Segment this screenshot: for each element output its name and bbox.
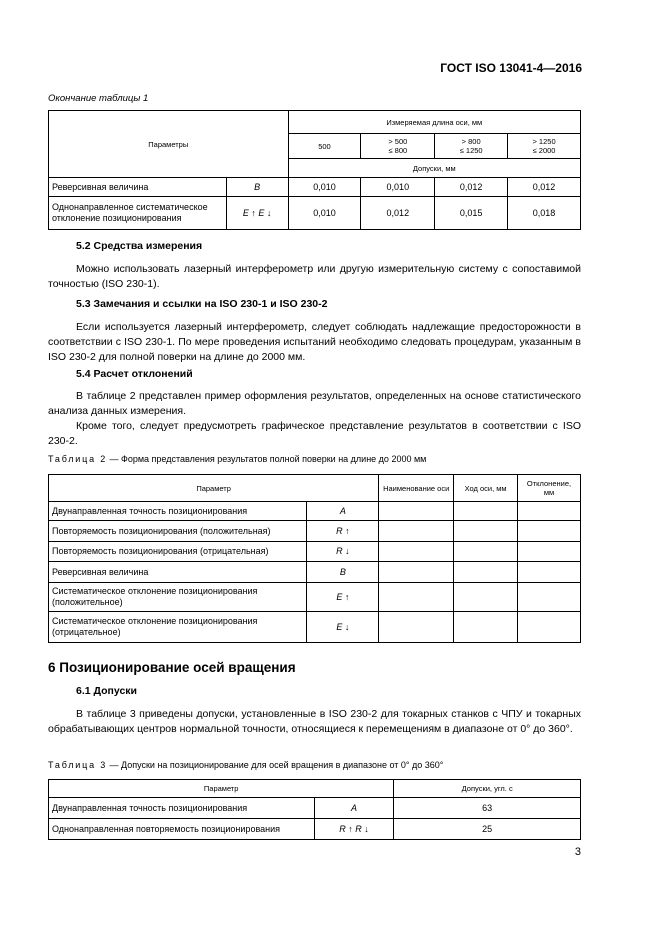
- param-name: Двунаправленная точность позиционирования: [49, 502, 307, 521]
- table1-caption: Окончание таблицы 1: [48, 93, 149, 104]
- table-row: [49, 798, 581, 819]
- empty-cell: [518, 521, 581, 542]
- tolerance-value: 63: [394, 798, 581, 819]
- empty-cell: [454, 562, 518, 583]
- tolerance-value: 0,010: [361, 178, 435, 197]
- table3-tol-header: Допуски, угл. с: [394, 780, 581, 798]
- empty-cell: [379, 612, 454, 643]
- table1: [48, 110, 581, 230]
- section-5-3-text: Если используется лазерный интерферометр, следует соблюдать надлежащие предосторожности в соответствии с ISO 230-1. По мере проведения испытаний необходимо следовать процедурам, указанным в ISO 230-2 для полной поверки на длине до 2000 мм.: [48, 321, 581, 363]
- empty-cell: [379, 542, 454, 562]
- tolerance-value: 0,015: [435, 197, 508, 230]
- param-name: Повторяемость позиционирования (отрицательная): [49, 542, 307, 562]
- empty-cell: [518, 542, 581, 562]
- document-code: ГОСТ ISO 13041-4—2016: [440, 61, 582, 75]
- section-6-heading: 6 Позиционирование осей вращения: [48, 660, 296, 675]
- table1-param-header: Параметры: [49, 111, 289, 178]
- section-6-1-heading: 6.1 Допуски: [76, 685, 138, 697]
- param-name: Однонаправленная повторяемость позиционирования: [49, 819, 315, 840]
- param-symbol: E ↓: [307, 612, 379, 643]
- table3: [48, 779, 581, 840]
- table2-axis-header: Наименование оси: [379, 475, 454, 502]
- table2: [48, 474, 581, 643]
- section-5-4-text-2: Кроме того, следует предусмотреть графическое представление результатов в соответствии с ISO 230-2.: [48, 420, 581, 447]
- empty-cell: [454, 521, 518, 542]
- table2-caption-text: — Форма представления результатов полной поверки на длине до 2000 мм: [107, 454, 427, 464]
- param-name: Систематическое отклонение позиционирования (положительное): [49, 583, 307, 612]
- tolerance-value: 0,012: [361, 197, 435, 230]
- table1-group-header: Измеряемая длина оси, мм: [288, 111, 580, 134]
- tolerance-value: 25: [394, 819, 581, 840]
- table-row: [49, 562, 581, 583]
- table3-caption-text: — Допуски на позиционирование для осей вращения в диапазоне от 0° до 360°: [107, 760, 444, 770]
- param-symbol: E ↑ E ↓: [226, 197, 288, 230]
- table-row: [49, 583, 581, 612]
- table1-length-col: > 500 ≤ 800: [361, 134, 435, 159]
- table2-dev-header: Отклонение, мм: [518, 475, 581, 502]
- table-row: [49, 521, 581, 542]
- tolerance-value: 0,012: [508, 178, 581, 197]
- empty-cell: [379, 502, 454, 521]
- param-symbol: B: [226, 178, 288, 197]
- param-name: Реверсивная величина: [49, 562, 307, 583]
- table1-length-col: > 800 ≤ 1250: [435, 134, 508, 159]
- table2-travel-header: Ход оси, мм: [454, 475, 518, 502]
- table2-caption: [48, 454, 426, 464]
- empty-cell: [379, 583, 454, 612]
- param-name: Систематическое отклонение позиционирования (отрицательное): [49, 612, 307, 643]
- tolerance-value: 0,018: [508, 197, 581, 230]
- empty-cell: [518, 502, 581, 521]
- table-row: [49, 612, 581, 643]
- table3-param-header: Параметр: [49, 780, 394, 798]
- table-row: [49, 178, 581, 197]
- table2-caption-label: Таблица 2: [48, 454, 107, 464]
- param-symbol: A: [314, 798, 394, 819]
- tolerance-value: 0,012: [435, 178, 508, 197]
- table2-param-header: Параметр: [49, 475, 379, 502]
- table1-length-col: 500: [288, 134, 361, 159]
- table-row: [49, 502, 581, 521]
- tolerance-value: 0,010: [288, 197, 361, 230]
- tolerance-value: 0,010: [288, 178, 361, 197]
- param-name: Повторяемость позиционирования (положительная): [49, 521, 307, 542]
- table-row: [49, 197, 581, 230]
- section-5-2-heading: 5.2 Средства измерения: [76, 240, 203, 252]
- section-5-4-heading: 5.4 Расчет отклонений: [76, 368, 193, 380]
- section-5-4-text-1: В таблице 2 представлен пример оформления результатов, определенных на основе статистического анализа данных измерения.: [48, 390, 581, 417]
- param-symbol: R ↑: [307, 521, 379, 542]
- empty-cell: [454, 542, 518, 562]
- table-row: [49, 542, 581, 562]
- empty-cell: [518, 562, 581, 583]
- empty-cell: [454, 583, 518, 612]
- param-name: Однонаправленное систематическое отклонение позиционирования: [49, 197, 227, 230]
- empty-cell: [518, 583, 581, 612]
- empty-cell: [454, 612, 518, 643]
- section-5-2-text: Можно использовать лазерный интерферометр или другую измерительную систему с сопоставимой точностью (ISO 230-1).: [48, 263, 581, 290]
- page-number: 3: [574, 846, 581, 858]
- empty-cell: [454, 502, 518, 521]
- section-6-1-text: В таблице 3 приведены допуски, установленные в ISO 230-2 для токарных станков с ЧПУ и токарных обрабатывающих центров нормальной точности, относящиеся к перемещениям в диапазоне от 0° до 360°.: [48, 708, 581, 735]
- param-symbol: R ↓: [307, 542, 379, 562]
- table1-length-col: > 1250 ≤ 2000: [508, 134, 581, 159]
- empty-cell: [379, 562, 454, 583]
- param-name: Реверсивная величина: [49, 178, 227, 197]
- param-symbol: A: [307, 502, 379, 521]
- param-symbol: R ↑ R ↓: [314, 819, 394, 840]
- param-name: Двунаправленная точность позиционирования: [49, 798, 315, 819]
- param-symbol: E ↑: [307, 583, 379, 612]
- table3-caption-label: Таблица 3: [48, 760, 107, 770]
- table1-tol-header: Допуски, мм: [288, 159, 580, 178]
- table-row: [49, 819, 581, 840]
- table3-caption: [48, 760, 443, 770]
- param-symbol: B: [307, 562, 379, 583]
- empty-cell: [379, 521, 454, 542]
- section-5-3-heading: 5.3 Замечания и ссылки на ISO 230-1 и ISO 230-2: [76, 298, 328, 310]
- empty-cell: [518, 612, 581, 643]
